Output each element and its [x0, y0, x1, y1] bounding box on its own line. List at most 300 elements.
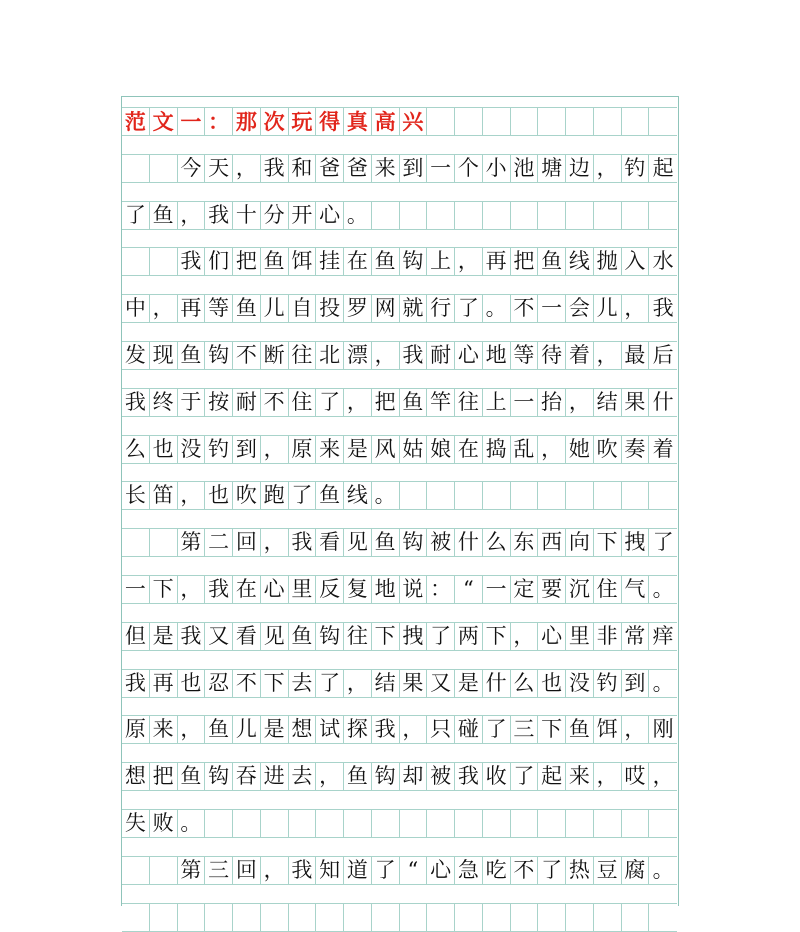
grid-cell: 痒: [649, 622, 677, 651]
grid-cell: 么: [511, 669, 539, 698]
grid-cell: 娘: [427, 435, 455, 464]
grid-cell: 自: [289, 294, 317, 323]
grid-cell: 进: [261, 762, 289, 791]
grid-cell: 看: [316, 528, 344, 557]
grid-cell: 兴: [400, 107, 428, 136]
grid-cell: [483, 201, 511, 230]
grid-cell: 常: [622, 622, 650, 651]
grid-cell: 原: [122, 715, 150, 744]
grid-cell: ，: [566, 388, 594, 417]
grid-cell: 忍: [205, 669, 233, 698]
grid-cell: [511, 903, 539, 932]
grid-cell: 了: [455, 294, 483, 323]
grid-cell: ，: [594, 341, 622, 370]
grid-cell: 起: [649, 154, 677, 183]
grid-cell: [455, 107, 483, 136]
grid-cell: 我: [178, 247, 206, 276]
grid-cell: [511, 481, 539, 510]
grid-cell: 鱼: [372, 528, 400, 557]
grid-cell: 腐: [622, 856, 650, 885]
grid-cell: 探: [344, 715, 372, 744]
grid-cell: 下: [372, 622, 400, 651]
grid-cell: ，: [511, 622, 539, 651]
grid-cell: 我: [455, 762, 483, 791]
grid-cell: 钓: [205, 435, 233, 464]
grid-cell: [205, 809, 233, 838]
grid-cell: 吃: [483, 856, 511, 885]
grid-cell: 会: [566, 294, 594, 323]
grid-cell: 说: [400, 575, 428, 604]
grid-cell: 再: [150, 669, 178, 698]
grid-cell: 豆: [594, 856, 622, 885]
grid-cell: 我: [289, 528, 317, 557]
grid-cell: 线: [566, 247, 594, 276]
grid-cell: [538, 903, 566, 932]
grid-cell: 败: [150, 809, 178, 838]
grid-cell: 也: [538, 669, 566, 698]
grid-cell: 入: [622, 247, 650, 276]
grid-cell: 回: [233, 528, 261, 557]
text-row: [122, 154, 677, 183]
grid-cell: 非: [594, 622, 622, 651]
grid-cell: 想: [122, 762, 150, 791]
grid-cell: 小: [483, 154, 511, 183]
grid-cell: 我: [289, 856, 317, 885]
grid-cell: 来: [150, 715, 178, 744]
grid-cell: 回: [233, 856, 261, 885]
grid-cell: ，: [400, 715, 428, 744]
grid-cell: 我: [122, 388, 150, 417]
grid-cell: 来: [372, 154, 400, 183]
grid-cell: 把: [511, 247, 539, 276]
grid-cell: 了: [511, 762, 539, 791]
text-row: [122, 201, 677, 230]
grid-cell: 吹: [594, 435, 622, 464]
grid-cell: [344, 809, 372, 838]
grid-cell: 行: [427, 294, 455, 323]
text-row: [122, 575, 677, 604]
grid-cell: 待: [538, 341, 566, 370]
grid-cell: 没: [178, 435, 206, 464]
grid-cell: 果: [622, 388, 650, 417]
grid-cell: [538, 809, 566, 838]
grid-cell: 心: [316, 201, 344, 230]
grid-cell: 往: [455, 388, 483, 417]
text-row: [122, 903, 677, 932]
grid-cell: ，: [649, 762, 677, 791]
grid-cell: ，: [261, 435, 289, 464]
grid-cell: 两: [455, 622, 483, 651]
grid-cell: 次: [261, 107, 289, 136]
grid-cell: 饵: [289, 247, 317, 276]
grid-cell: 个: [455, 154, 483, 183]
grid-cell: 心: [427, 856, 455, 885]
grid-cell: [455, 903, 483, 932]
grid-cell: 再: [178, 294, 206, 323]
grid-cell: 塘: [538, 154, 566, 183]
grid-cell: 鱼: [372, 247, 400, 276]
grid-cell: 到: [622, 669, 650, 698]
grid-cell: 们: [205, 247, 233, 276]
grid-cell: 被: [427, 762, 455, 791]
grid-cell: 耐: [233, 388, 261, 417]
grid-cell: [178, 903, 206, 932]
grid-cell: “: [400, 856, 428, 885]
grid-cell: [233, 809, 261, 838]
grid-cell: 心: [455, 341, 483, 370]
grid-cell: 鱼: [178, 341, 206, 370]
grid-cell: 鱼: [261, 247, 289, 276]
grid-cell: ，: [455, 247, 483, 276]
grid-cell: 往: [344, 622, 372, 651]
grid-cell: 鱼: [538, 247, 566, 276]
grid-cell: 奏: [622, 435, 650, 464]
grid-cell: 结: [372, 669, 400, 698]
grid-cell: 终: [150, 388, 178, 417]
grid-cell: ，: [344, 388, 372, 417]
grid-cell: [566, 809, 594, 838]
grid-cell: [316, 903, 344, 932]
grid-cell: 道: [344, 856, 372, 885]
grid-cell: 十: [233, 201, 261, 230]
grid-cell: [261, 903, 289, 932]
grid-cell: “: [455, 575, 483, 604]
grid-cell: 鱼: [150, 201, 178, 230]
grid-cell: 笛: [150, 481, 178, 510]
grid-cell: 沉: [566, 575, 594, 604]
grid-cell: [622, 809, 650, 838]
grid-cell: 分: [261, 201, 289, 230]
grid-cell: 。: [178, 809, 206, 838]
grid-cell: 断: [261, 341, 289, 370]
grid-cell: 。: [483, 294, 511, 323]
grid-cell: [566, 903, 594, 932]
grid-cell: 爸: [316, 154, 344, 183]
grid-cell: 第: [178, 528, 206, 557]
grid-cell: 要: [538, 575, 566, 604]
grid-cell: 她: [566, 435, 594, 464]
grid-cell: 么: [122, 435, 150, 464]
grid-cell: [427, 107, 455, 136]
grid-cell: 气: [622, 575, 650, 604]
grid-cell: 在: [344, 247, 372, 276]
grid-cell: 着: [566, 341, 594, 370]
grid-cell: 投: [316, 294, 344, 323]
grid-cell: 钓: [622, 154, 650, 183]
grid-cell: 了: [316, 388, 344, 417]
grid-cell: 是: [150, 622, 178, 651]
title-row: [122, 107, 677, 136]
text-row: [122, 247, 677, 276]
grid-cell: ，: [622, 715, 650, 744]
grid-cell: 心: [261, 575, 289, 604]
grid-cell: 下: [538, 715, 566, 744]
grid-cell: 我: [261, 154, 289, 183]
grid-cell: 竿: [427, 388, 455, 417]
text-row: [122, 715, 677, 744]
grid-cell: 儿: [594, 294, 622, 323]
grid-cell: 知: [316, 856, 344, 885]
grid-cell: 我: [400, 341, 428, 370]
grid-cell: 地: [483, 341, 511, 370]
grid-cell: 住: [289, 388, 317, 417]
grid-cell: 。: [372, 481, 400, 510]
grid-cell: [566, 201, 594, 230]
grid-cell: [150, 154, 178, 183]
grid-cell: [150, 528, 178, 557]
grid-cell: 和: [289, 154, 317, 183]
grid-cell: 发: [122, 341, 150, 370]
grid-cell: 是: [261, 715, 289, 744]
grid-cell: [122, 903, 150, 932]
grid-cell: ，: [178, 201, 206, 230]
grid-cell: 钩: [205, 762, 233, 791]
grid-cell: ：: [427, 575, 455, 604]
grid-cell: 鱼: [289, 622, 317, 651]
text-row: [122, 294, 677, 323]
grid-cell: [538, 481, 566, 510]
grid-cell: 于: [178, 388, 206, 417]
grid-cell: [122, 856, 150, 885]
grid-cell: 西: [538, 528, 566, 557]
grid-cell: [372, 903, 400, 932]
grid-cell: 来: [566, 762, 594, 791]
grid-cell: 今: [178, 154, 206, 183]
grid-cell: 了: [538, 856, 566, 885]
grid-cell: 把: [372, 388, 400, 417]
grid-cell: ，: [372, 341, 400, 370]
grid-cell: 钩: [316, 622, 344, 651]
grid-cell: 下: [150, 575, 178, 604]
grid-cell: 刚: [649, 715, 677, 744]
grid-cell: 一: [511, 388, 539, 417]
grid-cell: 我: [178, 622, 206, 651]
grid-cell: 收: [483, 762, 511, 791]
grid-cell: 结: [594, 388, 622, 417]
grid-cell: ，: [538, 435, 566, 464]
grid-cell: 一: [178, 107, 206, 136]
grid-cell: 想: [289, 715, 317, 744]
grid-cell: 漂: [344, 341, 372, 370]
grid-cell: 热: [566, 856, 594, 885]
grid-cell: [455, 809, 483, 838]
grid-cell: 捣: [483, 435, 511, 464]
text-row: [122, 669, 677, 698]
grid-cell: 是: [344, 435, 372, 464]
grid-cell: 按: [205, 388, 233, 417]
grid-cell: [622, 903, 650, 932]
grid-cell: 了: [316, 669, 344, 698]
grid-cell: 了: [289, 481, 317, 510]
grid-cell: 没: [566, 669, 594, 698]
grid-cell: [538, 107, 566, 136]
grid-cell: 往: [289, 341, 317, 370]
grid-cell: 得: [316, 107, 344, 136]
grid-cell: [233, 903, 261, 932]
grid-cell: 文: [150, 107, 178, 136]
grid-cell: [372, 201, 400, 230]
grid-cell: [649, 107, 677, 136]
grid-cell: 钩: [400, 247, 428, 276]
grid-cell: 吞: [233, 762, 261, 791]
grid-cell: 后: [649, 341, 677, 370]
grid-cell: 下: [594, 528, 622, 557]
grid-cell: [594, 903, 622, 932]
grid-cell: 等: [511, 341, 539, 370]
grid-cell: 在: [233, 575, 261, 604]
grid-cell: 中: [122, 294, 150, 323]
grid-cell: [594, 809, 622, 838]
grid-cell: 又: [427, 669, 455, 698]
grid-cell: 。: [649, 856, 677, 885]
grid-cell: [455, 481, 483, 510]
grid-cell: 姑: [400, 435, 428, 464]
grid-cell: 耐: [427, 341, 455, 370]
grid-cell: 鱼: [178, 762, 206, 791]
grid-cell: 我: [205, 575, 233, 604]
grid-cell: [649, 903, 677, 932]
grid-cell: 反: [316, 575, 344, 604]
grid-cell: 乱: [511, 435, 539, 464]
grid-cell: 不: [233, 341, 261, 370]
grid-cell: 一: [122, 575, 150, 604]
grid-cell: ，: [316, 762, 344, 791]
grid-cell: 不: [511, 856, 539, 885]
grid-cell: [483, 903, 511, 932]
grid-cell: [511, 107, 539, 136]
grid-cell: 鱼: [344, 762, 372, 791]
grid-cell: [400, 809, 428, 838]
grid-cell: 来: [316, 435, 344, 464]
grid-cell: 钩: [205, 341, 233, 370]
grid-cell: 长: [122, 481, 150, 510]
grid-cell: [150, 903, 178, 932]
grid-cell: 里: [566, 622, 594, 651]
grid-cell: [150, 856, 178, 885]
grid-cell: 见: [344, 528, 372, 557]
grid-cell: 第: [178, 856, 206, 885]
grid-cell: 三: [205, 856, 233, 885]
grid-cell: 那: [233, 107, 261, 136]
grid-cell: 真: [344, 107, 372, 136]
grid-cell: 鱼: [400, 388, 428, 417]
grid-cell: 钓: [594, 669, 622, 698]
grid-cell: 鱼: [316, 481, 344, 510]
grid-cell: ，: [178, 481, 206, 510]
grid-cell: 见: [261, 622, 289, 651]
grid-cell: 看: [233, 622, 261, 651]
grid-cell: 爸: [344, 154, 372, 183]
grid-cell: 上: [427, 247, 455, 276]
grid-cell: 也: [205, 481, 233, 510]
grid-cell: [511, 809, 539, 838]
grid-cell: ，: [594, 154, 622, 183]
grid-cell: 什: [483, 669, 511, 698]
grid-cell: 三: [511, 715, 539, 744]
grid-cell: [427, 201, 455, 230]
grid-cell: 下: [261, 669, 289, 698]
grid-cell: [483, 481, 511, 510]
grid-cell: 高: [372, 107, 400, 136]
grid-cell: [122, 528, 150, 557]
grid-cell: 一: [538, 294, 566, 323]
grid-cell: 。: [649, 669, 677, 698]
grid-cell: 我: [372, 715, 400, 744]
grid-cell: 一: [483, 575, 511, 604]
grid-cell: 罗: [344, 294, 372, 323]
grid-cell: ，: [622, 294, 650, 323]
grid-cell: 网: [372, 294, 400, 323]
grid-cell: 我: [649, 294, 677, 323]
grid-cell: [289, 903, 317, 932]
grid-cell: ，: [150, 294, 178, 323]
grid-cell: 碰: [455, 715, 483, 744]
grid-cell: 范: [122, 107, 150, 136]
grid-cell: 心: [538, 622, 566, 651]
text-row: [122, 435, 677, 464]
grid-cell: ，: [594, 762, 622, 791]
text-row: [122, 481, 677, 510]
grid-cell: 去: [289, 762, 317, 791]
grid-cell: 最: [622, 341, 650, 370]
grid-cell: 我: [122, 669, 150, 698]
grid-cell: ，: [178, 575, 206, 604]
grid-cell: 。: [344, 201, 372, 230]
grid-cell: 却: [400, 762, 428, 791]
grid-cell: 定: [511, 575, 539, 604]
grid-cell: 现: [150, 341, 178, 370]
grid-cell: 儿: [233, 715, 261, 744]
grid-cell: [427, 903, 455, 932]
grid-cell: 了: [427, 622, 455, 651]
grid-cell: ，: [178, 715, 206, 744]
grid-cell: ，: [261, 528, 289, 557]
grid-cell: [427, 481, 455, 510]
grid-cell: ，: [233, 154, 261, 183]
grid-cell: 但: [122, 622, 150, 651]
grid-cell: 复: [344, 575, 372, 604]
grid-cell: 东: [511, 528, 539, 557]
grid-cell: [649, 481, 677, 510]
grid-cell: 又: [205, 622, 233, 651]
grid-cell: 吹: [233, 481, 261, 510]
grid-cell: 水: [649, 247, 677, 276]
text-row: [122, 622, 677, 651]
grid-cell: 不: [261, 388, 289, 417]
grid-cell: [316, 809, 344, 838]
grid-cell: [566, 481, 594, 510]
grid-cell: [372, 809, 400, 838]
grid-cell: [455, 201, 483, 230]
grid-cell: 抛: [594, 247, 622, 276]
grid-cell: 哎: [622, 762, 650, 791]
grid-cell: [649, 809, 677, 838]
grid-cell: 了: [483, 715, 511, 744]
grid-cell: ，: [261, 856, 289, 885]
grid-cell: [261, 809, 289, 838]
grid-cell: 再: [483, 247, 511, 276]
grid-cell: 么: [483, 528, 511, 557]
grid-cell: 钩: [400, 528, 428, 557]
grid-cell: [344, 903, 372, 932]
grid-cell: 在: [455, 435, 483, 464]
grid-cell: 果: [400, 669, 428, 698]
grid-cell: 池: [511, 154, 539, 183]
grid-cell: 抬: [538, 388, 566, 417]
text-row: [122, 388, 677, 417]
grid-cell: 二: [205, 528, 233, 557]
grid-cell: 下: [483, 622, 511, 651]
